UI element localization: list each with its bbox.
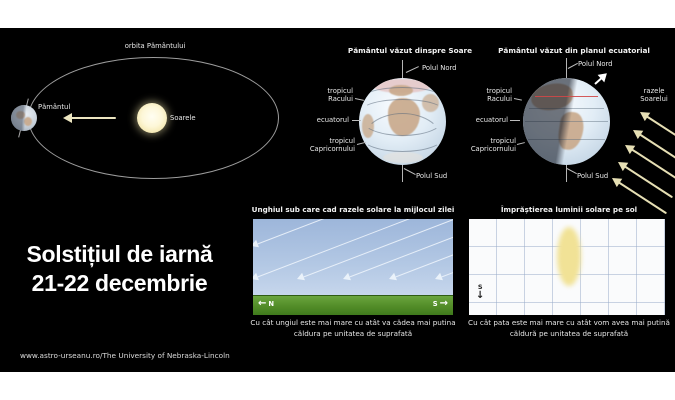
night-shadow-overlay xyxy=(523,78,610,165)
orbit-title: orbita Pământului xyxy=(124,42,186,50)
caption-line-2: căldură pe unitatea de suprafată xyxy=(509,329,629,338)
tropic-capricorn-label: tropicul Capricornului xyxy=(309,137,355,154)
footer-credit: www.astro-urseanu.ro/The University of Nebraska-Lincoln xyxy=(20,351,230,360)
equator-label: ecuatorul xyxy=(316,116,349,124)
arrowhead xyxy=(296,273,305,283)
scatter-panel-title: Împrăștierea luminii solare pe sol xyxy=(500,205,638,214)
angle-panel-caption xyxy=(243,317,463,339)
angle-panel xyxy=(253,219,453,315)
north-pole-label: Polul Nord xyxy=(422,64,457,72)
south-pole-label: Polul Sud xyxy=(577,172,609,180)
arrowhead xyxy=(253,240,259,250)
equatorial-view-title: Pământul văzut din planul ecuatorial xyxy=(498,46,650,55)
earth-night-shade xyxy=(11,105,37,131)
south-direction-marker xyxy=(433,299,448,309)
right-arrow-icon: → xyxy=(439,298,448,309)
pointer-line xyxy=(510,120,520,121)
axis-line-top xyxy=(402,60,403,78)
axis-line-bottom xyxy=(402,165,403,182)
south-label: S xyxy=(477,283,483,291)
latitude-arc xyxy=(361,122,444,152)
sky-area xyxy=(253,219,453,295)
pointer-line xyxy=(352,120,361,121)
arrowhead xyxy=(434,273,443,283)
pointer-line xyxy=(514,98,522,101)
pointer-line xyxy=(404,168,416,175)
earth-globe-small xyxy=(11,105,37,131)
main-title-line-1: Solstițiul de iarnă xyxy=(26,241,213,267)
tropic-cancer-label: tropicul Racului xyxy=(327,87,353,104)
south-pole-label: Polul Sud xyxy=(416,172,448,180)
sun-disc xyxy=(137,103,167,133)
pointer-line xyxy=(406,66,419,73)
caption-line-1: Cu cât ungiul este mai mare cu atât va cădea mai putina xyxy=(250,318,456,327)
tilted-pole-arrow-icon xyxy=(592,70,611,88)
main-title xyxy=(2,240,237,298)
north-direction-marker xyxy=(258,299,274,309)
light-spot-ellipse xyxy=(557,227,581,286)
south-label: S xyxy=(432,300,438,308)
sun-view-title: Pământul văzut dinspre Soare xyxy=(347,46,473,55)
north-label: N xyxy=(268,300,275,308)
arrowhead xyxy=(388,273,397,283)
tropic-cancer-label: tropicul Racului xyxy=(486,87,512,104)
arrowhead xyxy=(342,273,351,283)
earth-globe-equatorial-view xyxy=(523,78,610,165)
caption-line-1: Cu cât pata este mai mare cu atât vom avea mai putină xyxy=(468,318,670,327)
equator-label: ecuatorul xyxy=(475,116,508,124)
pointer-line xyxy=(567,168,577,174)
orbit-direction-arrow-icon xyxy=(63,113,118,123)
earth-globe-sun-view xyxy=(359,78,446,165)
ground-area xyxy=(253,295,453,315)
diagram-canvas xyxy=(0,28,675,372)
polar-circle-red-line xyxy=(535,96,598,97)
down-arrow-icon: ↓ xyxy=(476,290,485,301)
earth-label: Pământul xyxy=(38,103,71,111)
arrowhead xyxy=(253,273,259,283)
sun-rays-label: razele Soarelui xyxy=(640,87,668,104)
caption-line-2: căldura pe unitatea de suprafată xyxy=(293,329,413,338)
scatter-panel xyxy=(469,219,665,315)
main-title-line-2: 21-22 decembrie xyxy=(31,270,208,296)
arrow-shaft xyxy=(70,117,116,119)
left-arrow-icon: ← xyxy=(258,298,267,309)
pointer-line xyxy=(517,142,525,145)
sun-label: Soarele xyxy=(170,114,196,122)
north-pole-label: Polul Nord xyxy=(578,60,613,68)
pointer-line xyxy=(568,63,578,69)
tropic-capricorn-label: tropicul Capricornului xyxy=(470,137,516,154)
south-direction-marker xyxy=(476,283,484,300)
angle-panel-title: Unghiul sub care cad razele solare la mijlocul zilei xyxy=(251,205,455,214)
scatter-panel-caption xyxy=(459,317,675,339)
